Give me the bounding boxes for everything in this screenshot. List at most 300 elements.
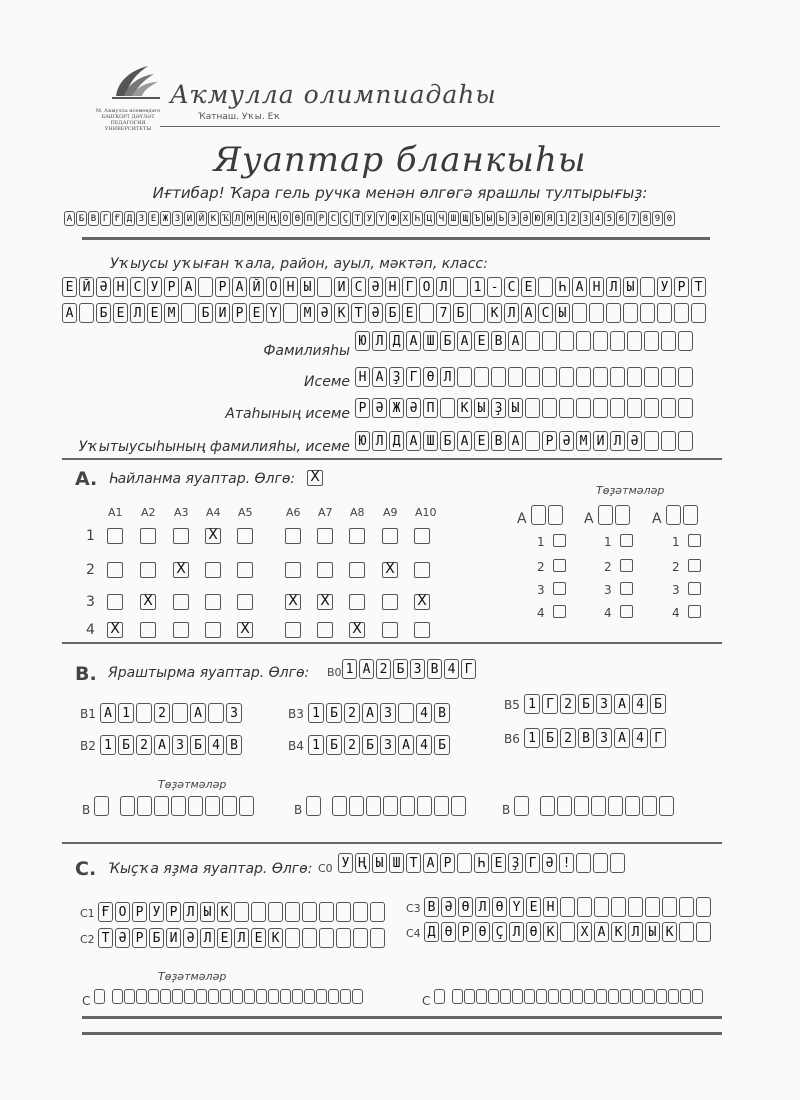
school-line-1-cell[interactable]: Р bbox=[215, 277, 230, 297]
section-b-correction-cell[interactable] bbox=[574, 796, 589, 816]
section-c-correction-cell[interactable] bbox=[536, 989, 547, 1004]
section-a-answer-checkbox[interactable] bbox=[414, 622, 430, 638]
surname-cell[interactable] bbox=[678, 331, 693, 351]
section-c-answer-cell[interactable]: Ө bbox=[492, 897, 507, 917]
section-c-correction-cell[interactable] bbox=[488, 989, 499, 1004]
section-c-answer-cell[interactable]: Р bbox=[166, 902, 181, 922]
name-cell[interactable] bbox=[525, 367, 540, 387]
section-c-correction-cell[interactable] bbox=[220, 989, 231, 1004]
section-a-answer-checkbox[interactable] bbox=[205, 594, 221, 610]
section-b-correction-cell[interactable] bbox=[434, 796, 449, 816]
surname-cell[interactable] bbox=[593, 331, 608, 351]
school-line-1-cell[interactable]: А bbox=[181, 277, 196, 297]
school-line-1-cell[interactable] bbox=[317, 277, 332, 297]
section-b-correction-number-cell[interactable] bbox=[514, 796, 529, 816]
section-c-sample-cell[interactable]: Һ bbox=[474, 853, 489, 873]
patronymic-cell[interactable] bbox=[542, 398, 557, 418]
patronymic-cell[interactable]: Ы bbox=[474, 398, 489, 418]
section-a-answer-checkbox[interactable]: X bbox=[205, 528, 221, 544]
section-b-answer-cell[interactable]: 2 bbox=[560, 728, 576, 748]
name-cell[interactable] bbox=[542, 367, 557, 387]
name-cell[interactable] bbox=[576, 367, 591, 387]
surname-cell[interactable]: Л bbox=[372, 331, 387, 351]
patronymic-cell[interactable]: Р bbox=[355, 398, 370, 418]
school-line-1-cell[interactable]: 1 bbox=[470, 277, 485, 297]
section-c-sample-cell[interactable]: ! bbox=[559, 853, 574, 873]
section-b-sample-cell[interactable]: 1 bbox=[342, 659, 357, 679]
section-c-correction-cell[interactable] bbox=[148, 989, 159, 1004]
section-b-correction-cell[interactable] bbox=[154, 796, 169, 816]
school-line-1-cell[interactable]: Н bbox=[385, 277, 400, 297]
section-a-answer-checkbox[interactable] bbox=[285, 562, 301, 578]
section-b-answer-cell[interactable]: 3 bbox=[380, 735, 396, 755]
section-c-answer-cell[interactable]: Л bbox=[200, 928, 215, 948]
school-line-2-cell[interactable]: Ы bbox=[555, 303, 570, 323]
surname-cell[interactable] bbox=[627, 331, 642, 351]
surname-cell[interactable]: Е bbox=[474, 331, 489, 351]
section-c-answer-cell[interactable] bbox=[679, 897, 694, 917]
school-line-2-cell[interactable]: Б bbox=[385, 303, 400, 323]
name-cell[interactable] bbox=[474, 367, 489, 387]
school-line-1-cell[interactable]: И bbox=[334, 277, 349, 297]
school-line-1-cell[interactable] bbox=[453, 277, 468, 297]
section-a-answer-checkbox[interactable] bbox=[285, 528, 301, 544]
section-b-sample-cell[interactable]: В bbox=[427, 659, 442, 679]
section-a-answer-checkbox[interactable]: X bbox=[107, 622, 123, 638]
section-a-answer-checkbox[interactable] bbox=[237, 594, 253, 610]
school-line-1-cell[interactable]: Л bbox=[436, 277, 451, 297]
section-a-correction-checkbox[interactable] bbox=[620, 559, 633, 572]
school-line-2-cell[interactable] bbox=[419, 303, 434, 323]
section-c-correction-cell[interactable] bbox=[316, 989, 327, 1004]
section-c-answer-cell[interactable] bbox=[336, 902, 351, 922]
section-c-sample-cell[interactable]: Ң bbox=[355, 853, 370, 873]
section-c-answer-cell[interactable]: Б bbox=[149, 928, 164, 948]
teacher-cell[interactable]: Л bbox=[372, 431, 387, 451]
section-b-sample-cell[interactable]: 3 bbox=[410, 659, 425, 679]
teacher-cell[interactable]: В bbox=[491, 431, 506, 451]
section-c-answer-cell[interactable] bbox=[696, 922, 711, 942]
teacher-cell[interactable]: Д bbox=[389, 431, 404, 451]
section-b-answer-cell[interactable]: 1 bbox=[118, 703, 134, 723]
section-c-correction-number-cell[interactable] bbox=[94, 989, 105, 1004]
section-c-answer-cell[interactable]: Х bbox=[577, 922, 592, 942]
name-cell[interactable]: Г bbox=[406, 367, 421, 387]
school-line-2-cell[interactable]: К bbox=[487, 303, 502, 323]
section-c-sample-cell[interactable]: Р bbox=[440, 853, 455, 873]
surname-cell[interactable]: В bbox=[491, 331, 506, 351]
section-c-answer-cell[interactable]: Ы bbox=[200, 902, 215, 922]
section-a-correction-checkbox[interactable] bbox=[688, 582, 701, 595]
section-c-correction-cell[interactable] bbox=[608, 989, 619, 1004]
section-c-correction-cell[interactable] bbox=[340, 989, 351, 1004]
patronymic-cell[interactable] bbox=[525, 398, 540, 418]
section-a-answer-checkbox[interactable] bbox=[414, 562, 430, 578]
section-a-correction-checkbox[interactable] bbox=[620, 605, 633, 618]
teacher-cell[interactable] bbox=[678, 431, 693, 451]
section-c-correction-cell[interactable] bbox=[112, 989, 123, 1004]
school-line-2-cell[interactable] bbox=[572, 303, 587, 323]
name-cell[interactable] bbox=[559, 367, 574, 387]
section-c-answer-cell[interactable] bbox=[662, 897, 677, 917]
section-c-answer-cell[interactable]: Р bbox=[132, 902, 147, 922]
school-line-1-cell[interactable] bbox=[538, 277, 553, 297]
section-c-answer-cell[interactable] bbox=[560, 897, 575, 917]
section-a-answer-checkbox[interactable]: X bbox=[317, 594, 333, 610]
section-c-answer-cell[interactable]: Ө bbox=[475, 922, 490, 942]
surname-cell[interactable]: Б bbox=[440, 331, 455, 351]
section-c-answer-cell[interactable] bbox=[645, 897, 660, 917]
school-line-2-cell[interactable]: Л bbox=[504, 303, 519, 323]
school-line-2-cell[interactable] bbox=[470, 303, 485, 323]
patronymic-cell[interactable]: К bbox=[457, 398, 472, 418]
section-c-answer-cell[interactable]: Ә bbox=[441, 897, 456, 917]
section-b-answer-cell[interactable]: 1 bbox=[308, 703, 324, 723]
school-line-2-cell[interactable] bbox=[79, 303, 94, 323]
section-a-correction-number-cell[interactable] bbox=[598, 505, 613, 525]
section-c-correction-cell[interactable] bbox=[292, 989, 303, 1004]
school-line-2-cell[interactable]: Т bbox=[351, 303, 366, 323]
section-c-answer-cell[interactable]: Н bbox=[543, 897, 558, 917]
patronymic-cell[interactable] bbox=[661, 398, 676, 418]
school-line-2-cell[interactable]: Е bbox=[249, 303, 264, 323]
section-c-correction-cell[interactable] bbox=[560, 989, 571, 1004]
section-c-sample-cell[interactable]: Т bbox=[406, 853, 421, 873]
school-line-2-cell[interactable]: Р bbox=[232, 303, 247, 323]
section-c-sample-cell[interactable]: Е bbox=[491, 853, 506, 873]
section-a-answer-checkbox[interactable]: X bbox=[414, 594, 430, 610]
school-line-1-cell[interactable]: Ы bbox=[623, 277, 638, 297]
section-c-answer-cell[interactable]: Р bbox=[132, 928, 147, 948]
section-c-answer-cell[interactable] bbox=[560, 922, 575, 942]
section-c-answer-cell[interactable] bbox=[611, 897, 626, 917]
section-b-answer-cell[interactable]: Г bbox=[650, 728, 666, 748]
section-b-answer-cell[interactable] bbox=[136, 703, 152, 723]
section-b-answer-cell[interactable]: А bbox=[190, 703, 206, 723]
section-c-answer-cell[interactable]: Е bbox=[251, 928, 266, 948]
section-b-answer-cell[interactable] bbox=[398, 703, 414, 723]
school-line-2-cell[interactable]: С bbox=[538, 303, 553, 323]
section-b-answer-cell[interactable]: Б bbox=[326, 703, 342, 723]
section-c-correction-cell[interactable] bbox=[668, 989, 679, 1004]
section-b-answer-cell[interactable]: В bbox=[434, 703, 450, 723]
section-b-sample-cell[interactable]: 4 bbox=[444, 659, 459, 679]
section-c-correction-cell[interactable] bbox=[572, 989, 583, 1004]
section-c-answer-cell[interactable] bbox=[285, 902, 300, 922]
teacher-cell[interactable]: И bbox=[593, 431, 608, 451]
name-cell[interactable]: Ө bbox=[423, 367, 438, 387]
teacher-cell[interactable]: А bbox=[406, 431, 421, 451]
section-b-correction-cell[interactable] bbox=[417, 796, 432, 816]
section-c-answer-cell[interactable] bbox=[353, 928, 368, 948]
section-b-answer-cell[interactable]: Б bbox=[190, 735, 206, 755]
section-b-correction-cell[interactable] bbox=[239, 796, 254, 816]
section-b-correction-cell[interactable] bbox=[137, 796, 152, 816]
section-b-sample-cell[interactable]: 2 bbox=[376, 659, 391, 679]
section-c-correction-cell[interactable] bbox=[476, 989, 487, 1004]
patronymic-cell[interactable]: Ә bbox=[406, 398, 421, 418]
school-line-2-cell[interactable]: Б bbox=[198, 303, 213, 323]
school-line-2-cell[interactable] bbox=[691, 303, 706, 323]
section-c-correction-cell[interactable] bbox=[184, 989, 195, 1004]
section-c-correction-cell[interactable] bbox=[304, 989, 315, 1004]
school-line-1-cell[interactable]: Н bbox=[589, 277, 604, 297]
section-a-answer-checkbox[interactable] bbox=[349, 528, 365, 544]
teacher-cell[interactable] bbox=[644, 431, 659, 451]
section-c-correction-cell[interactable] bbox=[280, 989, 291, 1004]
section-a-correction-checkbox[interactable] bbox=[553, 605, 566, 618]
section-a-answer-checkbox[interactable] bbox=[173, 528, 189, 544]
section-a-answer-checkbox[interactable] bbox=[349, 562, 365, 578]
section-b-answer-cell[interactable]: 4 bbox=[632, 694, 648, 714]
section-b-answer-cell[interactable]: А bbox=[362, 703, 378, 723]
school-line-2-cell[interactable]: Е bbox=[402, 303, 417, 323]
school-line-2-cell[interactable] bbox=[606, 303, 621, 323]
school-line-1-cell[interactable]: С bbox=[504, 277, 519, 297]
section-c-sample-cell[interactable]: Ш bbox=[389, 853, 404, 873]
section-b-correction-cell[interactable] bbox=[557, 796, 572, 816]
surname-cell[interactable] bbox=[542, 331, 557, 351]
section-c-answer-cell[interactable] bbox=[594, 897, 609, 917]
school-line-2-cell[interactable]: Ә bbox=[368, 303, 383, 323]
school-line-1-cell[interactable]: Е bbox=[521, 277, 536, 297]
surname-cell[interactable]: А bbox=[406, 331, 421, 351]
section-b-answer-cell[interactable]: Г bbox=[542, 694, 558, 714]
section-c-answer-cell[interactable] bbox=[628, 897, 643, 917]
section-c-answer-cell[interactable] bbox=[370, 928, 385, 948]
section-b-answer-cell[interactable]: 4 bbox=[632, 728, 648, 748]
school-line-1-cell[interactable]: С bbox=[351, 277, 366, 297]
section-c-correction-cell[interactable] bbox=[136, 989, 147, 1004]
section-b-answer-cell[interactable] bbox=[208, 703, 224, 723]
school-line-1-cell[interactable] bbox=[640, 277, 655, 297]
patronymic-cell[interactable] bbox=[678, 398, 693, 418]
section-c-sample-cell[interactable]: Ы bbox=[372, 853, 387, 873]
school-line-1-cell[interactable]: Н bbox=[113, 277, 128, 297]
teacher-cell[interactable]: М bbox=[576, 431, 591, 451]
section-b-answer-cell[interactable]: 3 bbox=[380, 703, 396, 723]
section-b-correction-cell[interactable] bbox=[120, 796, 135, 816]
section-c-correction-cell[interactable] bbox=[644, 989, 655, 1004]
section-b-answer-cell[interactable]: Б bbox=[326, 735, 342, 755]
school-line-2-cell[interactable]: Б bbox=[453, 303, 468, 323]
section-c-correction-cell[interactable] bbox=[208, 989, 219, 1004]
section-c-answer-cell[interactable]: В bbox=[424, 897, 439, 917]
section-b-answer-cell[interactable]: 2 bbox=[136, 735, 152, 755]
school-line-1-cell[interactable]: Р bbox=[164, 277, 179, 297]
name-cell[interactable] bbox=[491, 367, 506, 387]
school-line-2-cell[interactable]: Ә bbox=[317, 303, 332, 323]
section-b-answer-cell[interactable]: 1 bbox=[100, 735, 116, 755]
section-c-answer-cell[interactable]: К bbox=[611, 922, 626, 942]
school-line-1-cell[interactable]: Т bbox=[691, 277, 706, 297]
section-c-answer-cell[interactable] bbox=[370, 902, 385, 922]
section-c-answer-cell[interactable]: Ө bbox=[526, 922, 541, 942]
school-line-2-cell[interactable] bbox=[657, 303, 672, 323]
section-c-sample-cell[interactable] bbox=[610, 853, 625, 873]
section-a-correction-number-cell[interactable] bbox=[615, 505, 630, 525]
section-b-answer-cell[interactable]: 1 bbox=[524, 728, 540, 748]
school-line-1-cell[interactable]: Ы bbox=[300, 277, 315, 297]
section-b-answer-cell[interactable]: 2 bbox=[344, 735, 360, 755]
section-c-correction-cell[interactable] bbox=[464, 989, 475, 1004]
section-c-correction-cell[interactable] bbox=[196, 989, 207, 1004]
section-b-correction-number-cell[interactable] bbox=[306, 796, 321, 816]
teacher-cell[interactable]: Р bbox=[542, 431, 557, 451]
section-c-sample-cell[interactable]: Ә bbox=[542, 853, 557, 873]
section-a-answer-checkbox[interactable] bbox=[237, 528, 253, 544]
school-line-1-cell[interactable]: Е bbox=[62, 277, 77, 297]
section-c-correction-cell[interactable] bbox=[596, 989, 607, 1004]
school-line-1-cell[interactable]: А bbox=[572, 277, 587, 297]
section-b-correction-cell[interactable] bbox=[205, 796, 220, 816]
section-c-correction-cell[interactable] bbox=[512, 989, 523, 1004]
section-b-correction-cell[interactable] bbox=[625, 796, 640, 816]
section-a-answer-checkbox[interactable] bbox=[107, 562, 123, 578]
school-line-2-cell[interactable]: М bbox=[300, 303, 315, 323]
surname-cell[interactable]: Д bbox=[389, 331, 404, 351]
school-line-2-cell[interactable]: И bbox=[215, 303, 230, 323]
patronymic-cell[interactable]: Ы bbox=[508, 398, 523, 418]
section-a-answer-checkbox[interactable] bbox=[237, 562, 253, 578]
school-line-1-cell[interactable]: О bbox=[266, 277, 281, 297]
section-b-answer-cell[interactable]: А bbox=[398, 735, 414, 755]
school-line-1-cell[interactable]: А bbox=[232, 277, 247, 297]
section-b-answer-cell[interactable]: 3 bbox=[226, 703, 242, 723]
section-a-correction-number-cell[interactable] bbox=[666, 505, 681, 525]
section-b-answer-cell[interactable]: 2 bbox=[560, 694, 576, 714]
school-line-1-cell[interactable]: У bbox=[657, 277, 672, 297]
school-line-2-cell[interactable]: Е bbox=[147, 303, 162, 323]
section-a-correction-number-cell[interactable] bbox=[683, 505, 698, 525]
section-a-answer-checkbox[interactable] bbox=[205, 622, 221, 638]
section-c-answer-cell[interactable] bbox=[336, 928, 351, 948]
section-c-correction-cell[interactable] bbox=[172, 989, 183, 1004]
teacher-cell[interactable]: Л bbox=[610, 431, 625, 451]
section-b-answer-cell[interactable]: А bbox=[154, 735, 170, 755]
section-c-answer-cell[interactable]: Л bbox=[475, 897, 490, 917]
section-c-correction-cell[interactable] bbox=[232, 989, 243, 1004]
section-c-answer-cell[interactable]: Л bbox=[509, 922, 524, 942]
section-b-answer-cell[interactable]: 1 bbox=[308, 735, 324, 755]
section-c-correction-cell[interactable] bbox=[352, 989, 363, 1004]
section-a-answer-checkbox[interactable]: X bbox=[349, 622, 365, 638]
name-cell[interactable] bbox=[661, 367, 676, 387]
section-c-answer-cell[interactable]: Л bbox=[234, 928, 249, 948]
school-line-2-cell[interactable] bbox=[283, 303, 298, 323]
section-b-answer-cell[interactable]: Б bbox=[542, 728, 558, 748]
teacher-cell[interactable]: Ю bbox=[355, 431, 370, 451]
patronymic-cell[interactable]: П bbox=[423, 398, 438, 418]
section-b-answer-cell[interactable]: А bbox=[100, 703, 116, 723]
section-a-answer-checkbox[interactable]: X bbox=[382, 562, 398, 578]
section-a-answer-checkbox[interactable]: X bbox=[285, 594, 301, 610]
section-b-sample-cell[interactable]: Г bbox=[461, 659, 476, 679]
section-a-answer-checkbox[interactable] bbox=[317, 562, 333, 578]
section-b-correction-cell[interactable] bbox=[366, 796, 381, 816]
section-a-correction-number-cell[interactable] bbox=[531, 505, 546, 525]
section-a-answer-checkbox[interactable] bbox=[173, 622, 189, 638]
school-line-2-cell[interactable]: Б bbox=[96, 303, 111, 323]
section-b-answer-cell[interactable]: Б bbox=[650, 694, 666, 714]
section-b-answer-cell[interactable]: А bbox=[614, 694, 630, 714]
teacher-cell[interactable]: А bbox=[457, 431, 472, 451]
section-c-answer-cell[interactable]: Т bbox=[98, 928, 113, 948]
section-c-correction-cell[interactable] bbox=[524, 989, 535, 1004]
patronymic-cell[interactable] bbox=[644, 398, 659, 418]
section-c-answer-cell[interactable]: У bbox=[149, 902, 164, 922]
section-b-answer-cell[interactable]: В bbox=[578, 728, 594, 748]
patronymic-cell[interactable]: Ҙ bbox=[491, 398, 506, 418]
patronymic-cell[interactable] bbox=[593, 398, 608, 418]
section-b-answer-cell[interactable]: 2 bbox=[154, 703, 170, 723]
section-a-answer-checkbox[interactable] bbox=[382, 528, 398, 544]
section-b-correction-cell[interactable] bbox=[659, 796, 674, 816]
school-line-1-cell[interactable]: Й bbox=[249, 277, 264, 297]
school-line-2-cell[interactable] bbox=[589, 303, 604, 323]
school-line-2-cell[interactable] bbox=[181, 303, 196, 323]
section-b-correction-cell[interactable] bbox=[171, 796, 186, 816]
school-line-2-cell[interactable]: К bbox=[334, 303, 349, 323]
section-c-correction-cell[interactable] bbox=[256, 989, 267, 1004]
name-cell[interactable] bbox=[508, 367, 523, 387]
section-a-answer-checkbox[interactable]: X bbox=[237, 622, 253, 638]
section-c-answer-cell[interactable] bbox=[679, 922, 694, 942]
section-a-answer-checkbox[interactable] bbox=[382, 594, 398, 610]
teacher-cell[interactable] bbox=[525, 431, 540, 451]
name-cell[interactable]: Н bbox=[355, 367, 370, 387]
section-b-answer-cell[interactable]: Б bbox=[362, 735, 378, 755]
section-c-sample-cell[interactable] bbox=[457, 853, 472, 873]
section-b-correction-cell[interactable] bbox=[383, 796, 398, 816]
section-c-sample-cell[interactable] bbox=[576, 853, 591, 873]
section-c-answer-cell[interactable]: Ә bbox=[115, 928, 130, 948]
section-c-answer-cell[interactable] bbox=[319, 928, 334, 948]
school-line-2-cell[interactable]: М bbox=[164, 303, 179, 323]
name-cell[interactable] bbox=[627, 367, 642, 387]
school-line-1-cell[interactable]: У bbox=[147, 277, 162, 297]
section-a-answer-checkbox[interactable] bbox=[140, 562, 156, 578]
school-line-1-cell[interactable]: О bbox=[419, 277, 434, 297]
school-line-1-cell[interactable]: Һ bbox=[555, 277, 570, 297]
section-c-correction-cell[interactable] bbox=[500, 989, 511, 1004]
section-b-correction-cell[interactable] bbox=[591, 796, 606, 816]
section-a-correction-checkbox[interactable] bbox=[553, 534, 566, 547]
section-c-answer-cell[interactable]: Ү bbox=[509, 897, 524, 917]
school-line-1-cell[interactable]: Ә bbox=[368, 277, 383, 297]
school-line-1-cell[interactable]: - bbox=[487, 277, 502, 297]
section-b-answer-cell[interactable]: 4 bbox=[208, 735, 224, 755]
section-a-answer-checkbox[interactable] bbox=[140, 622, 156, 638]
school-line-2-cell[interactable]: 7 bbox=[436, 303, 451, 323]
section-a-correction-number-cell[interactable] bbox=[548, 505, 563, 525]
surname-cell[interactable] bbox=[576, 331, 591, 351]
section-a-answer-checkbox[interactable] bbox=[285, 622, 301, 638]
section-b-correction-cell[interactable] bbox=[400, 796, 415, 816]
section-c-correction-cell[interactable] bbox=[452, 989, 463, 1004]
school-line-1-cell[interactable]: С bbox=[130, 277, 145, 297]
section-a-answer-checkbox[interactable] bbox=[349, 594, 365, 610]
section-a-answer-checkbox[interactable] bbox=[107, 528, 123, 544]
name-cell[interactable] bbox=[610, 367, 625, 387]
section-c-answer-cell[interactable]: И bbox=[166, 928, 181, 948]
section-c-answer-cell[interactable] bbox=[285, 928, 300, 948]
section-c-sample-cell[interactable]: Ҙ bbox=[508, 853, 523, 873]
section-c-sample-cell[interactable]: А bbox=[423, 853, 438, 873]
section-b-correction-cell[interactable] bbox=[451, 796, 466, 816]
section-c-answer-cell[interactable]: О bbox=[115, 902, 130, 922]
section-b-correction-cell[interactable] bbox=[188, 796, 203, 816]
